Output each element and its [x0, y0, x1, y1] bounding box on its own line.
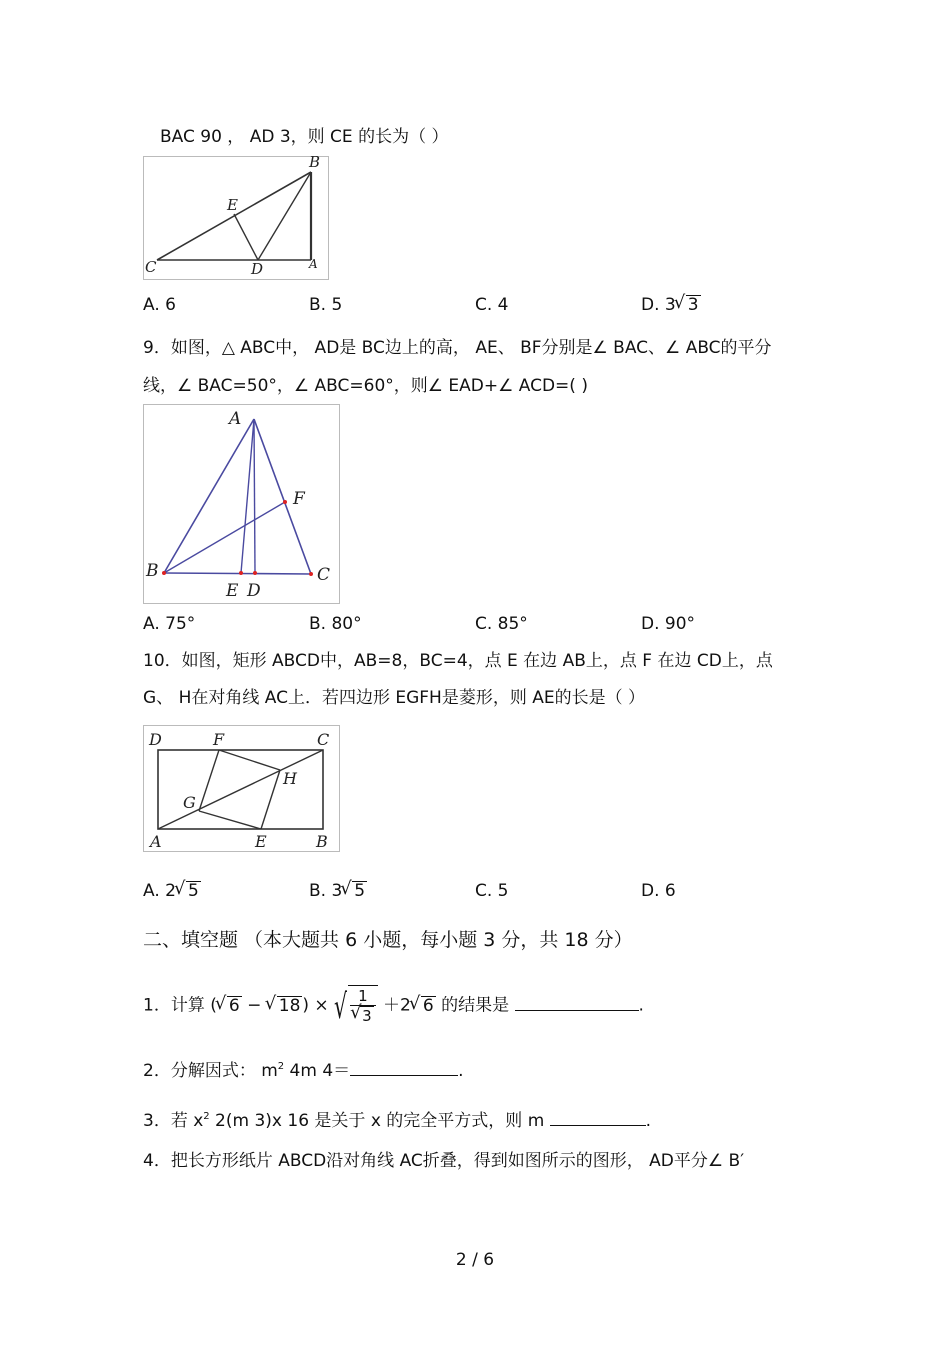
fill3-rest: 2(m 3)x 16 是关于 x 的完全平方式，则 m	[209, 1111, 550, 1131]
fill2-prefix: 2．分解因式： m	[143, 1061, 278, 1081]
q9-label-a: A	[229, 409, 242, 429]
q8-stem: BAC 90 ， AD 3，则 CE 的长为（ ）	[160, 127, 449, 147]
fill1-minus: −	[241, 995, 267, 1016]
fill1-times: ) ×	[302, 995, 329, 1016]
q10-label-d: D	[149, 730, 162, 749]
fill2-answer-blank[interactable]	[350, 1059, 458, 1076]
q8-label-c: C	[145, 258, 157, 276]
q8-label-e: E	[227, 196, 238, 214]
q10-line2: G、 H在对角线 AC上．若四边形 EGFH是菱形，则 AE的长是（ ）	[143, 688, 646, 708]
q8-label-a: A	[309, 257, 318, 271]
q9-option-a: A. 75°	[143, 614, 196, 634]
q9-line1: 9．如图，△ ABC中， AD是 BC边上的高， AE、 BF分别是∠ BAC、∠ ABC的平分	[143, 338, 772, 358]
fill4-text: 4．把长方形纸片 ABCD沿对角线 AC折叠，得到如图所示的图形， AD平分∠ B′	[143, 1151, 745, 1171]
fill3-exponent: 2	[203, 1111, 210, 1122]
q8-option-d-prefix: D. 3	[641, 295, 676, 315]
fill1-frac-den: 3	[362, 1006, 372, 1025]
q10-label-g: G	[183, 793, 196, 812]
fill3-answer-blank[interactable]	[550, 1109, 646, 1126]
fill1-frac-num: √ 1	[350, 988, 376, 1006]
q10-option-a-radicand: 5	[187, 881, 199, 901]
fill1-end: .	[638, 995, 644, 1016]
q9-line2: 线，∠ BAC=50°，∠ ABC=60°，则∠ EAD+∠ ACD=( )	[143, 376, 588, 396]
q9-option-d: D. 90°	[641, 614, 696, 634]
fill1-prefix: 1．计算 (	[143, 995, 217, 1016]
fill1-radicand-3: 6	[422, 995, 434, 1016]
q10-option-c: C. 5	[475, 881, 509, 901]
q10-label-h: H	[283, 769, 297, 788]
q10-label-f: F	[213, 730, 225, 749]
q9-label-d: D	[247, 581, 261, 601]
q9-label-b: B	[146, 561, 159, 581]
q10-label-c: C	[317, 730, 330, 749]
fill1-plus: ＋2	[377, 995, 411, 1016]
q10-option-b-prefix: B. 3	[309, 881, 343, 901]
q8-option-d	[641, 294, 701, 316]
fill3-prefix: 3．若 x	[143, 1111, 204, 1131]
q8-label-d: D	[251, 260, 264, 278]
q8-option-d-radicand: 3	[687, 295, 699, 315]
page-number: 2 / 6	[455, 1250, 495, 1270]
fill2-end: .	[458, 1061, 464, 1081]
q9-label-c: C	[317, 565, 331, 585]
q8-label-b: B	[309, 156, 321, 171]
q10-label-e: E	[255, 832, 267, 851]
fill3-end: .	[645, 1111, 652, 1131]
q8-option-b: B. 5	[309, 295, 343, 315]
q8-figure	[143, 156, 329, 280]
q8-option-c: C. 4	[475, 295, 509, 315]
q10-label-a: A	[150, 832, 162, 851]
fill2	[143, 1056, 464, 1082]
fill2-exponent: 2	[277, 1061, 285, 1072]
fill1-suffix: 的结果是	[435, 995, 510, 1016]
q9-option-c: C. 85°	[475, 614, 528, 634]
section2-title: 二、填空题 （本大题共 6 小题，每小题 3 分，共 18 分）	[143, 929, 633, 951]
q8-option-a: A. 6	[143, 295, 176, 315]
q10-label-b: B	[316, 832, 328, 851]
q10-line1: 10．如图，矩形 ABCD中，AB=8，BC=4，点 E 在边 AB上，点 F 在边 CD上，点	[143, 651, 773, 671]
q10-option-b	[309, 880, 367, 902]
fill1-radicand-2: 18	[278, 995, 301, 1016]
q10-figure	[143, 725, 340, 852]
q9-option-b: B. 80°	[309, 614, 362, 634]
q9-label-e: E	[226, 581, 239, 601]
fill1-radicand-1: 6	[228, 995, 240, 1016]
q10-option-a	[143, 880, 201, 902]
fill3	[143, 1106, 651, 1132]
q9-figure	[143, 404, 340, 604]
q10-option-b-radicand: 5	[354, 881, 366, 901]
q10-option-a-prefix: A. 2	[143, 881, 176, 901]
fill2-rest: 4m 4＝	[284, 1061, 351, 1081]
fill1-answer-blank[interactable]	[515, 994, 639, 1011]
q9-label-f: F	[293, 489, 305, 509]
fill1	[143, 985, 644, 1026]
q10-option-d: D. 6	[641, 881, 676, 901]
